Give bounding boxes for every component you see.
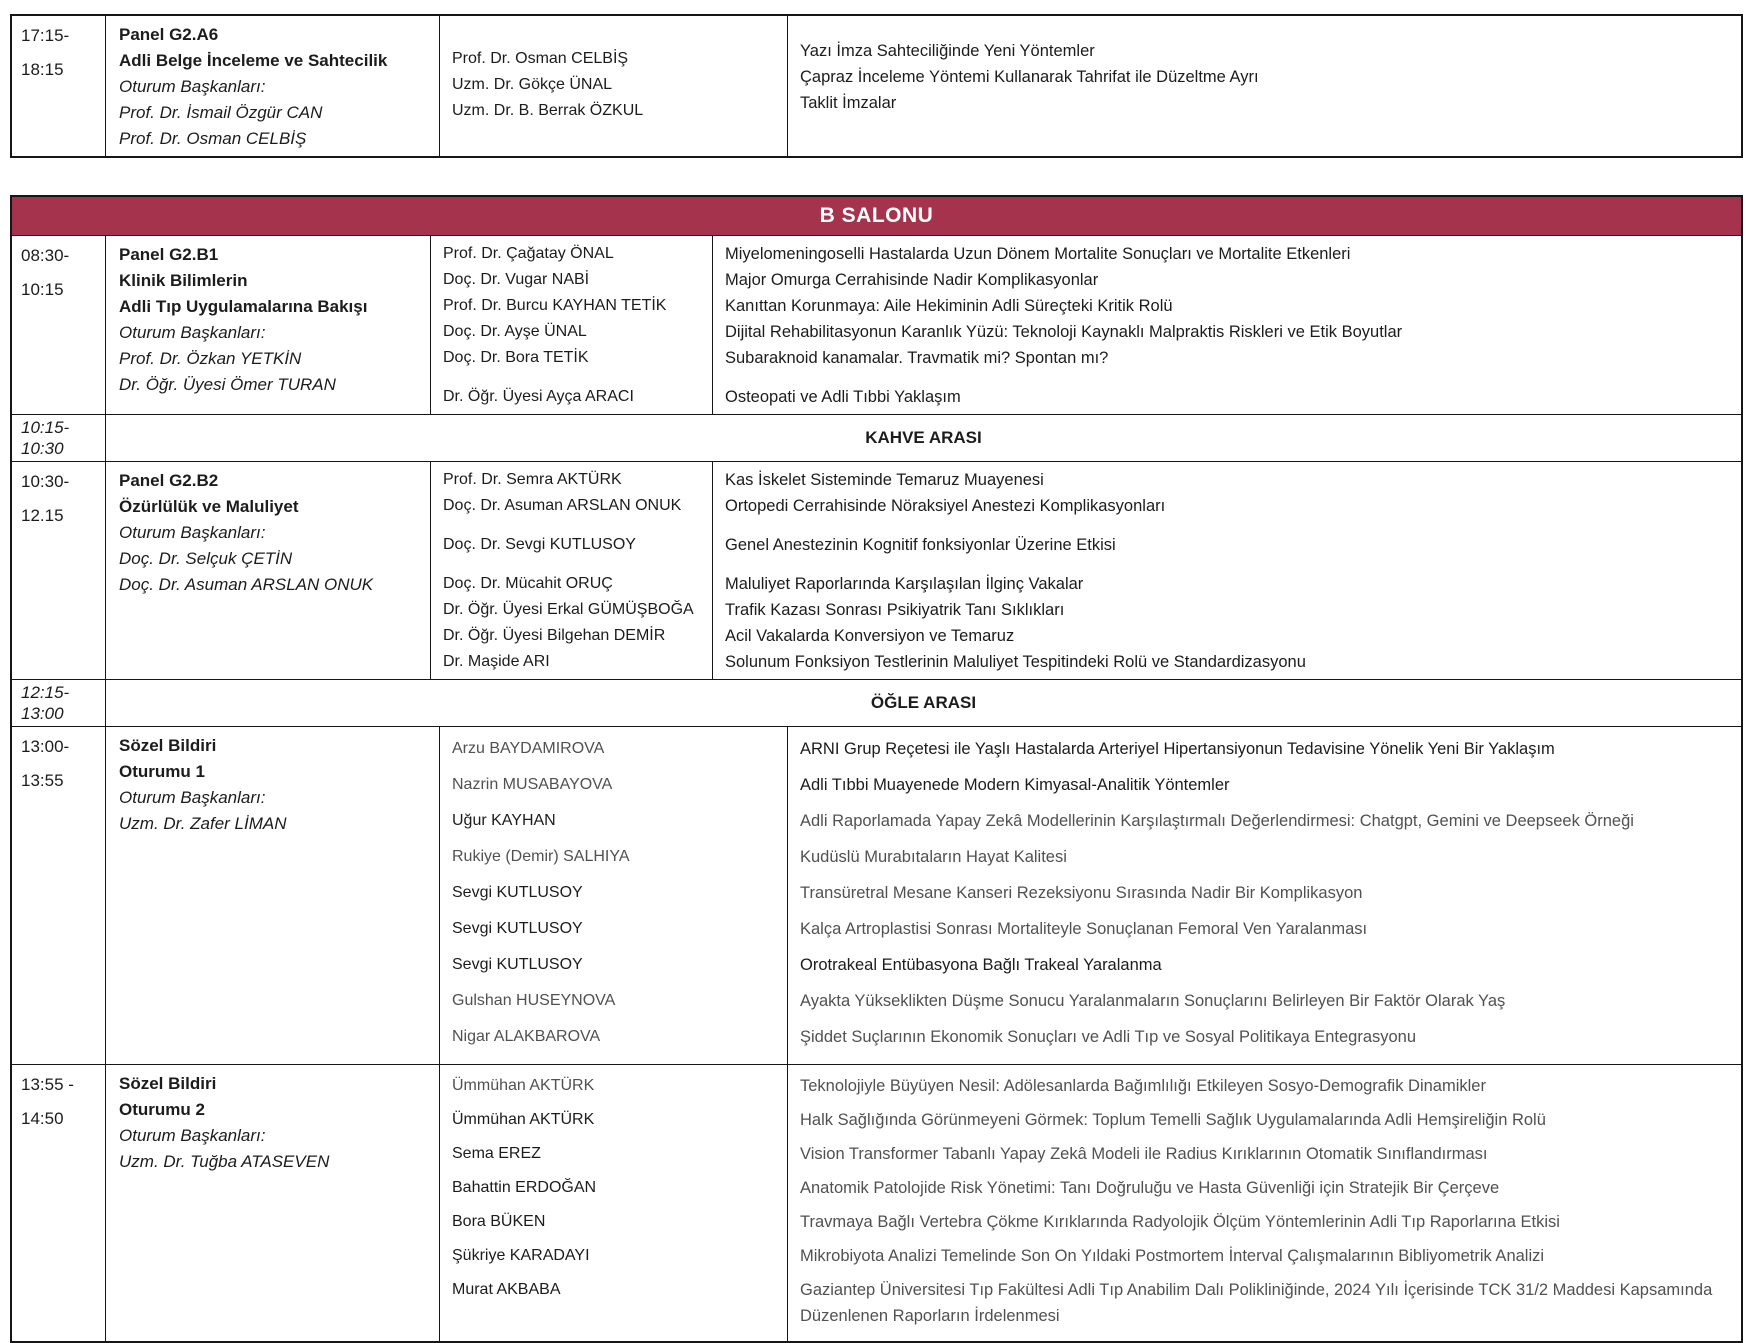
talk-title: Subaraknoid kanamalar. Travmatik mi? Spontan mı? [725, 349, 1109, 367]
salon-b-table [10, 195, 1743, 1343]
panel-title: Adli Belge İnceleme ve Sahtecilik [119, 51, 388, 70]
session-time: 18:15 [21, 60, 64, 79]
speaker-name: Sema EREZ [452, 1145, 541, 1162]
panel-title: Sözel Bildiri [119, 736, 217, 755]
break-cell [105, 680, 1741, 726]
chair-name: Uzm. Dr. Zafer LİMAN [119, 814, 287, 833]
speakers-cell-list [452, 1073, 781, 1303]
panel-cell [105, 1065, 439, 1341]
speaker-name: Prof. Dr. Osman CELBİŞ [452, 50, 629, 67]
time-cell [12, 415, 105, 461]
panel-title: Adli Tıp Uygulamalarına Bakışı [119, 297, 368, 316]
talk-title: Acil Vakalarda Konversiyon ve Temaruz [725, 627, 1015, 645]
speaker-name: Doç. Dr. Mücahit ORUÇ [443, 575, 613, 592]
titles-cell-list [800, 736, 1731, 1050]
speaker-name: Sevgi KUTLUSOY [452, 920, 583, 937]
panel-title: Sözel Bildiri [119, 1074, 217, 1093]
speakers-cell-list [443, 241, 706, 410]
talk-title: Anatomik Patolojide Risk Yönetimi: Tanı Doğruluğu ve Hasta Güvenliği için Stratejik Bir Çerçeve [800, 1179, 1500, 1197]
chair-name: Prof. Dr. Özkan YETKİN [119, 349, 302, 368]
time-cell [12, 680, 105, 726]
session-time: 14:50 [21, 1109, 64, 1128]
speakers-cell [430, 462, 712, 679]
break-row [12, 679, 1741, 726]
session-row [12, 461, 1741, 679]
chair-name: Dr. Öğr. Üyesi Ömer TURAN [119, 375, 336, 394]
session-time: 13:00- [21, 737, 70, 756]
panel-title: Panel G2.B1 [119, 245, 219, 264]
chairs-label: Oturum Başkanları: [119, 1126, 266, 1145]
talk-title: Transüretral Mesane Kanseri Rezeksiyonu Sırasında Nadir Bir Komplikasyon [800, 884, 1363, 902]
chair-name: Uzm. Dr. Tuğba ATASEVEN [119, 1152, 330, 1171]
talk-title: Vision Transformer Tabanlı Yapay Zekâ Modeli ile Radius Kırıklarının Otomatik Sınıflandırması [800, 1145, 1488, 1163]
chair-name: Doç. Dr. Asuman ARSLAN ONUK [119, 575, 374, 594]
talk-title: Mikrobiyota Analizi Temelinde Son On Yıldaki Postmortem İnterval Çalışmalarının Bibliyometrik Analizi [800, 1247, 1545, 1265]
panel-cell [105, 236, 430, 414]
chairs-label: Oturum Başkanları: [119, 77, 266, 96]
panel-cell [105, 16, 439, 156]
talk-title: Genel Anestezinin Kognitif fonksiyonlar Üzerine Etkisi [725, 536, 1116, 554]
speaker-name: Uzm. Dr. B. Berrak ÖZKUL [452, 102, 644, 119]
chair-name: Doç. Dr. Selçuk ÇETİN [119, 549, 293, 568]
talk-title: Travmaya Bağlı Vertebra Çökme Kırıklarında Radyolojik Ölçüm Yöntemlerinin Adli Tıp Raporlarına Etkisi [800, 1213, 1560, 1231]
chairs-label: Oturum Başkanları: [119, 523, 266, 542]
talk-title: Trafik Kazası Sonrası Psikiyatrik Tanı Sıklıkları [725, 601, 1065, 619]
panel-title: Oturumu 2 [119, 1100, 205, 1119]
talk-title: Dijital Rehabilitasyonun Karanlık Yüzü: Teknoloji Kaynaklı Malpraktis Riskleri ve Etik Boyutlar [725, 323, 1403, 341]
speakers-cell-list [452, 736, 781, 1050]
time-cell [12, 727, 105, 1064]
panel-a6-table [10, 14, 1743, 158]
talk-title: Adli Tıbbi Muayenede Modern Kimyasal-Analitik Yöntemler [800, 776, 1230, 794]
titles-cell [712, 462, 1741, 679]
talk-title: Gaziantep Üniversitesi Tıp Fakültesi Adli Tıp Anabilim Dalı Polikliniğinde, 2024 Yılı İçerisinde TCK 31/2 Maddesi Kapsamında Düzenlenen Raporların İrdelenmesi [800, 1281, 1713, 1325]
speakers-cell [439, 727, 787, 1064]
talk-title: Şiddet Suçlarının Ekonomik Sonuçları ve Adli Tıp ve Sosyal Politikaya Entegrasyonu [800, 1028, 1417, 1046]
panel-title: Özürlülük ve Maluliyet [119, 497, 299, 516]
talk-title: Adli Raporlamada Yapay Zekâ Modellerinin Karşılaştırmalı Değerlendirmesi: Chatgpt, Gemini ve Deepseek Örneği [800, 812, 1634, 830]
session-row [12, 726, 1741, 1064]
speaker-name: Prof. Dr. Semra AKTÜRK [443, 471, 622, 488]
talk-title: Ortopedi Cerrahisinde Nöraksiyel Anestezi Komplikasyonları [725, 497, 1166, 515]
speaker-name: Doç. Dr. Sevgi KUTLUSOY [443, 536, 636, 553]
talk-title: Ayakta Yükseklikten Düşme Sonucu Yaralanmaların Sonuçlarını Belirleyen Bir Faktör Olarak Yaş [800, 992, 1506, 1010]
talk-title: Kudüslü Murabıtaların Hayat Kalitesi [800, 848, 1067, 866]
session-time: 10:30 [21, 439, 64, 458]
speakers-cell [439, 1065, 787, 1341]
speaker-name: Uzm. Dr. Gökçe ÜNAL [452, 76, 613, 93]
session-time: 08:30- [21, 246, 70, 265]
talk-title: Orotrakeal Entübasyona Bağlı Trakeal Yaralanma [800, 956, 1162, 974]
panel-cell [105, 727, 439, 1064]
titles-cell [787, 1065, 1741, 1341]
speaker-name: Arzu BAYDAMIROVA [452, 740, 605, 757]
talk-title: Çapraz İnceleme Yöntemi Kullanarak Tahrifat ile Düzeltme Ayrı [800, 68, 1259, 86]
talk-title: Taklit İmzalar [800, 94, 897, 112]
titles-cell-list [725, 241, 1731, 410]
speakers-cell [439, 16, 787, 156]
break-cell [105, 415, 1741, 461]
speaker-name: Gulshan HUSEYNOVA [452, 992, 616, 1009]
chair-name: Prof. Dr. İsmail Özgür CAN [119, 103, 323, 122]
speaker-name: Murat AKBABA [452, 1281, 561, 1298]
titles-cell-list [800, 38, 1731, 116]
speaker-name: Rukiye (Demir) SALHIYA [452, 848, 630, 865]
speaker-name: Doç. Dr. Bora TETİK [443, 349, 589, 366]
talk-title: Teknolojiyle Büyüyen Nesil: Adölesanlarda Bağımlılığı Etkileyen Sosyo-Demografik Dinamikler [800, 1077, 1486, 1095]
session-time: 10:30- [21, 472, 70, 491]
speaker-name: Doç. Dr. Asuman ARSLAN ONUK [443, 497, 682, 514]
time-cell [12, 1065, 105, 1341]
chairs-label: Oturum Başkanları: [119, 323, 266, 342]
titles-cell-list [725, 467, 1731, 675]
chair-name: Prof. Dr. Osman CELBİŞ [119, 129, 307, 148]
chairs-label: Oturum Başkanları: [119, 788, 266, 807]
talk-title: Solunum Fonksiyon Testlerinin Maluliyet Tespitindeki Rolü ve Standardizasyonu [725, 653, 1306, 671]
speaker-name: Dr. Öğr. Üyesi Ayça ARACI [443, 388, 634, 405]
titles-cell [787, 727, 1741, 1064]
panel-title: Oturumu 1 [119, 762, 205, 781]
speaker-name: Prof. Dr. Burcu KAYHAN TETİK [443, 297, 667, 314]
speakers-cell [430, 236, 712, 414]
talk-title: Kalça Artroplastisi Sonrası Mortaliteyle Sonuçlanan Femoral Ven Yaralanması [800, 920, 1368, 938]
session-time: 17:15- [21, 26, 70, 45]
talk-title: Kas İskelet Sisteminde Temaruz Muayenesi [725, 471, 1044, 489]
salon-b-banner [12, 197, 1741, 236]
session-time: 13:55 - [21, 1075, 74, 1094]
speaker-name: Dr. Öğr. Üyesi Erkal GÜMÜŞBOĞA [443, 601, 694, 618]
session-time: 13:00 [21, 704, 64, 723]
session-time: 12:15- [21, 683, 70, 702]
panel-title: Panel G2.A6 [119, 25, 219, 44]
session-time: 10:15 [21, 280, 64, 299]
speaker-name: Şükriye KARADAYI [452, 1247, 590, 1264]
titles-cell-list [800, 1073, 1731, 1329]
speaker-name: Bora BÜKEN [452, 1213, 546, 1230]
break-row [12, 414, 1741, 461]
salon-b-title: B SALONU [819, 204, 934, 227]
talk-title: Osteopati ve Adli Tıbbi Yaklaşım [725, 388, 961, 406]
speaker-name: Dr. Maşide ARI [443, 653, 550, 670]
talk-title: Yazı İmza Sahteciliğinde Yeni Yöntemler [800, 42, 1095, 60]
speaker-name: Ümmühan AKTÜRK [452, 1077, 595, 1094]
speaker-name: Ümmühan AKTÜRK [452, 1111, 595, 1128]
session-row [12, 1064, 1741, 1341]
speaker-name: Nigar ALAKBAROVA [452, 1028, 601, 1045]
speakers-cell-list [443, 467, 706, 675]
talk-title: Maluliyet Raporlarında Karşılaşılan İlginç Vakalar [725, 575, 1084, 593]
time-cell [12, 236, 105, 414]
speaker-name: Doç. Dr. Ayşe ÜNAL [443, 323, 587, 340]
session-time: 10:15- [21, 418, 70, 437]
break-label: KAHVE ARASI [865, 428, 982, 447]
speaker-name: Bahattin ERDOĞAN [452, 1179, 597, 1196]
titles-cell [712, 236, 1741, 414]
session-row [12, 236, 1741, 414]
time-cell [12, 462, 105, 679]
talk-title: Halk Sağlığında Görünmeyeni Görmek: Toplum Temelli Sağlık Uygulamalarında Adli Hemşireliğin Rolü [800, 1111, 1546, 1129]
speaker-name: Sevgi KUTLUSOY [452, 884, 583, 901]
talk-title: Kanıttan Korunmaya: Aile Hekiminin Adli Süreçteki Kritik Rolü [725, 297, 1173, 315]
panel-title: Panel G2.B2 [119, 471, 219, 490]
talk-title: Miyelomeningoselli Hastalarda Uzun Dönem Mortalite Sonuçları ve Mortalite Etkenleri [725, 245, 1351, 263]
session-time: 13:55 [21, 771, 64, 790]
session-time: 12.15 [21, 506, 64, 525]
speaker-name: Uğur KAYHAN [452, 812, 556, 829]
speakers-cell-list [452, 46, 781, 124]
time-cell [12, 16, 105, 156]
talk-title: ARNI Grup Reçetesi ile Yaşlı Hastalarda Arteriyel Hipertansiyonun Tedavisine Yönelik Yeni Bir Yaklaşım [800, 740, 1555, 758]
speaker-name: Sevgi KUTLUSOY [452, 956, 583, 973]
titles-cell [787, 16, 1741, 156]
talk-title: Major Omurga Cerrahisinde Nadir Komplikasyonlar [725, 271, 1099, 289]
panel-cell [105, 462, 430, 679]
speaker-name: Nazrin MUSABAYOVA [452, 776, 613, 793]
panel-title: Klinik Bilimlerin [119, 271, 248, 290]
speaker-name: Prof. Dr. Çağatay ÖNAL [443, 245, 614, 262]
speaker-name: Dr. Öğr. Üyesi Bilgehan DEMİR [443, 627, 666, 644]
break-label: ÖĞLE ARASI [870, 693, 977, 712]
session-row [12, 16, 1741, 156]
speaker-name: Doç. Dr. Vugar NABİ [443, 271, 590, 288]
